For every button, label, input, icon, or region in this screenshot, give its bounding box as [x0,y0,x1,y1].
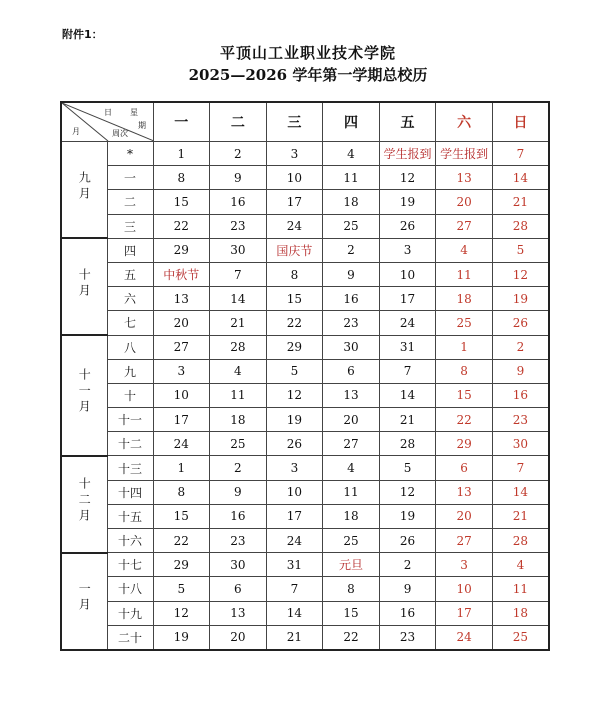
day-cell: 2 [323,238,380,262]
day-cell: 11 [323,480,380,504]
week-row [61,311,549,335]
day-cell: 3 [436,553,493,577]
calendar-title: 2025—2026 学年第一学期总校历 [188,66,428,84]
weekday-header: 三 [266,102,323,142]
day-cell: 25 [436,311,493,335]
day-cell: 23 [323,311,380,335]
day-cell: 21 [379,408,436,432]
day-cell: 18 [436,287,493,311]
day-cell: 13 [436,480,493,504]
school-title: 平顶山工业职业技术学院 [219,44,396,62]
day-cell: 1 [153,456,210,480]
week-number: 八 [107,335,153,359]
week-number: 十一 [107,408,153,432]
day-cell: 28 [492,529,549,553]
day-cell: 15 [436,383,493,407]
month-label [61,238,107,335]
day-cell: 8 [266,262,323,286]
day-cell: 20 [153,311,210,335]
week-row [61,577,549,601]
day-cell: 19 [153,625,210,650]
day-cell: 30 [492,432,549,456]
month-label-text: 十一月 [77,368,92,417]
day-cell: 2 [492,335,549,359]
day-cell: 6 [436,456,493,480]
day-cell: 23 [492,408,549,432]
month-label-text: 一月 [77,582,92,615]
month-label [61,553,107,650]
day-cell: 18 [210,408,267,432]
week-number: 十 [107,383,153,407]
weekday-header: 一 [153,102,210,142]
corner-term-label: 期 [138,121,146,130]
day-cell: 14 [492,480,549,504]
day-cell: 7 [210,262,267,286]
week-row [61,214,549,238]
day-cell: 5 [492,238,549,262]
day-cell: 29 [266,335,323,359]
day-cell: 18 [492,601,549,625]
day-cell: 4 [436,238,493,262]
day-cell: 6 [323,359,380,383]
week-number: 三 [107,214,153,238]
day-cell: 13 [323,383,380,407]
week-row [61,456,549,480]
day-cell: 20 [210,625,267,650]
day-cell: 29 [436,432,493,456]
day-cell: 10 [153,383,210,407]
day-cell: 1 [436,335,493,359]
week-number: 五 [107,262,153,286]
header-row [61,102,549,142]
day-cell: 12 [379,166,436,190]
day-cell: 4 [323,142,380,166]
month-label-text: 十月 [77,267,92,300]
day-cell: 2 [210,142,267,166]
weekday-header: 四 [323,102,380,142]
month-label-text: 十二月 [77,477,92,526]
week-row [61,166,549,190]
day-cell: 31 [266,553,323,577]
day-cell: 11 [492,577,549,601]
day-cell: 16 [210,190,267,214]
day-cell: 19 [379,190,436,214]
week-number: 九 [107,359,153,383]
day-cell: 9 [210,480,267,504]
day-cell: 14 [492,166,549,190]
day-cell: 16 [492,383,549,407]
week-row [61,262,549,286]
day-cell: 28 [210,335,267,359]
day-cell: 23 [379,625,436,650]
day-cell: 3 [266,456,323,480]
week-number: 二十 [107,625,153,650]
day-cell: 17 [379,287,436,311]
day-cell: 29 [153,553,210,577]
day-cell: 5 [379,456,436,480]
day-cell: 27 [153,335,210,359]
day-cell: 27 [323,432,380,456]
weekday-header-sunday: 日 [492,102,549,142]
day-cell: 15 [153,190,210,214]
day-cell: 30 [210,553,267,577]
day-cell: 21 [210,311,267,335]
day-cell: 22 [153,214,210,238]
day-cell: 22 [153,529,210,553]
week-number: 十五 [107,504,153,528]
week-row [61,287,549,311]
event-day-cell: 学生报到 [379,142,436,166]
month-label [61,335,107,456]
day-cell: 24 [266,214,323,238]
day-cell: 26 [379,529,436,553]
day-cell: 17 [436,601,493,625]
week-row [61,601,549,625]
day-cell: 28 [492,214,549,238]
day-cell: 16 [379,601,436,625]
day-cell: 7 [492,456,549,480]
week-number: 四 [107,238,153,262]
day-cell: 12 [266,383,323,407]
week-number: 十六 [107,529,153,553]
day-cell: 20 [436,190,493,214]
day-cell: 13 [210,601,267,625]
day-cell: 8 [436,359,493,383]
day-cell: 20 [323,408,380,432]
day-cell: 15 [323,601,380,625]
day-cell: 9 [210,166,267,190]
day-cell: 25 [323,529,380,553]
day-cell: 18 [323,504,380,528]
week-number: 十八 [107,577,153,601]
day-cell: 10 [379,262,436,286]
day-cell: 2 [379,553,436,577]
day-cell: 11 [436,262,493,286]
week-row [61,408,549,432]
day-cell: 30 [210,238,267,262]
day-cell: 11 [323,166,380,190]
day-cell: 11 [210,383,267,407]
day-cell: 28 [379,432,436,456]
day-cell: 2 [210,456,267,480]
week-number: 一 [107,166,153,190]
day-cell: 24 [379,311,436,335]
day-cell: 13 [153,287,210,311]
day-cell: 3 [379,238,436,262]
week-number: 六 [107,287,153,311]
day-cell: 27 [436,529,493,553]
day-cell: 15 [153,504,210,528]
day-cell: 12 [492,262,549,286]
day-cell: 24 [436,625,493,650]
day-cell: 22 [266,311,323,335]
day-cell: 9 [323,262,380,286]
school-calendar-table [60,101,550,651]
day-cell: 21 [492,504,549,528]
day-cell: 3 [153,359,210,383]
month-label [61,456,107,553]
day-cell: 14 [266,601,323,625]
event-day-cell: 学生报到 [436,142,493,166]
day-cell: 4 [492,553,549,577]
day-cell: 14 [379,383,436,407]
day-cell: 9 [492,359,549,383]
day-cell: 31 [379,335,436,359]
day-cell: 19 [379,504,436,528]
day-cell: 29 [153,238,210,262]
week-row [61,190,549,214]
day-cell: 19 [492,287,549,311]
day-cell: 14 [210,287,267,311]
calendar-body [61,142,549,650]
month-label [61,142,107,239]
day-cell: 16 [323,287,380,311]
corner-header-cell [61,102,153,142]
day-cell: 24 [266,529,323,553]
week-row [61,625,549,650]
week-row [61,504,549,528]
day-cell: 12 [379,480,436,504]
week-row [61,238,549,262]
event-day-cell: 中秋节 [153,262,210,286]
month-label-text: 九月 [77,170,92,203]
day-cell: 17 [266,190,323,214]
day-cell: 10 [266,480,323,504]
day-cell: 10 [266,166,323,190]
day-cell: 19 [266,408,323,432]
week-number: * [107,142,153,166]
week-number: 二 [107,190,153,214]
day-cell: 26 [492,311,549,335]
day-cell: 3 [266,142,323,166]
day-cell: 20 [436,504,493,528]
day-cell: 13 [436,166,493,190]
week-row [61,359,549,383]
week-number: 十二 [107,432,153,456]
week-row [61,142,549,166]
day-cell: 5 [266,359,323,383]
day-cell: 30 [323,335,380,359]
week-number: 十三 [107,456,153,480]
event-day-cell: 元旦 [323,553,380,577]
day-cell: 18 [323,190,380,214]
day-cell: 25 [210,432,267,456]
day-cell: 12 [153,601,210,625]
day-cell: 25 [323,214,380,238]
attachment-label: 附件1： [62,28,103,41]
corner-day-label: 日 [104,108,112,117]
corner-month-label: 月 [72,127,80,136]
day-cell: 8 [323,577,380,601]
day-cell: 23 [210,214,267,238]
day-cell: 16 [210,504,267,528]
week-row [61,383,549,407]
week-number: 十七 [107,553,153,577]
day-cell: 21 [266,625,323,650]
day-cell: 4 [323,456,380,480]
day-cell: 23 [210,529,267,553]
day-cell: 22 [436,408,493,432]
day-cell: 8 [153,166,210,190]
week-number: 七 [107,311,153,335]
day-cell: 15 [266,287,323,311]
weekday-header: 五 [379,102,436,142]
event-day-cell: 国庆节 [266,238,323,262]
day-cell: 7 [266,577,323,601]
week-number: 十九 [107,601,153,625]
day-cell: 26 [379,214,436,238]
day-cell: 25 [492,625,549,650]
week-row [61,529,549,553]
day-cell: 7 [379,359,436,383]
day-cell: 10 [436,577,493,601]
week-number: 十四 [107,480,153,504]
week-row [61,553,549,577]
week-row [61,432,549,456]
day-cell: 17 [153,408,210,432]
day-cell: 4 [210,359,267,383]
day-cell: 17 [266,504,323,528]
day-cell: 7 [492,142,549,166]
day-cell: 21 [492,190,549,214]
week-row [61,335,549,359]
day-cell: 6 [210,577,267,601]
corner-week-label: 周次 [112,129,128,138]
day-cell: 1 [153,142,210,166]
day-cell: 8 [153,480,210,504]
corner-star-label: 星 [130,108,138,117]
weekday-header-saturday: 六 [436,102,493,142]
day-cell: 22 [323,625,380,650]
day-cell: 27 [436,214,493,238]
day-cell: 26 [266,432,323,456]
weekday-header: 二 [210,102,267,142]
day-cell: 24 [153,432,210,456]
day-cell: 5 [153,577,210,601]
day-cell: 9 [379,577,436,601]
week-row [61,480,549,504]
